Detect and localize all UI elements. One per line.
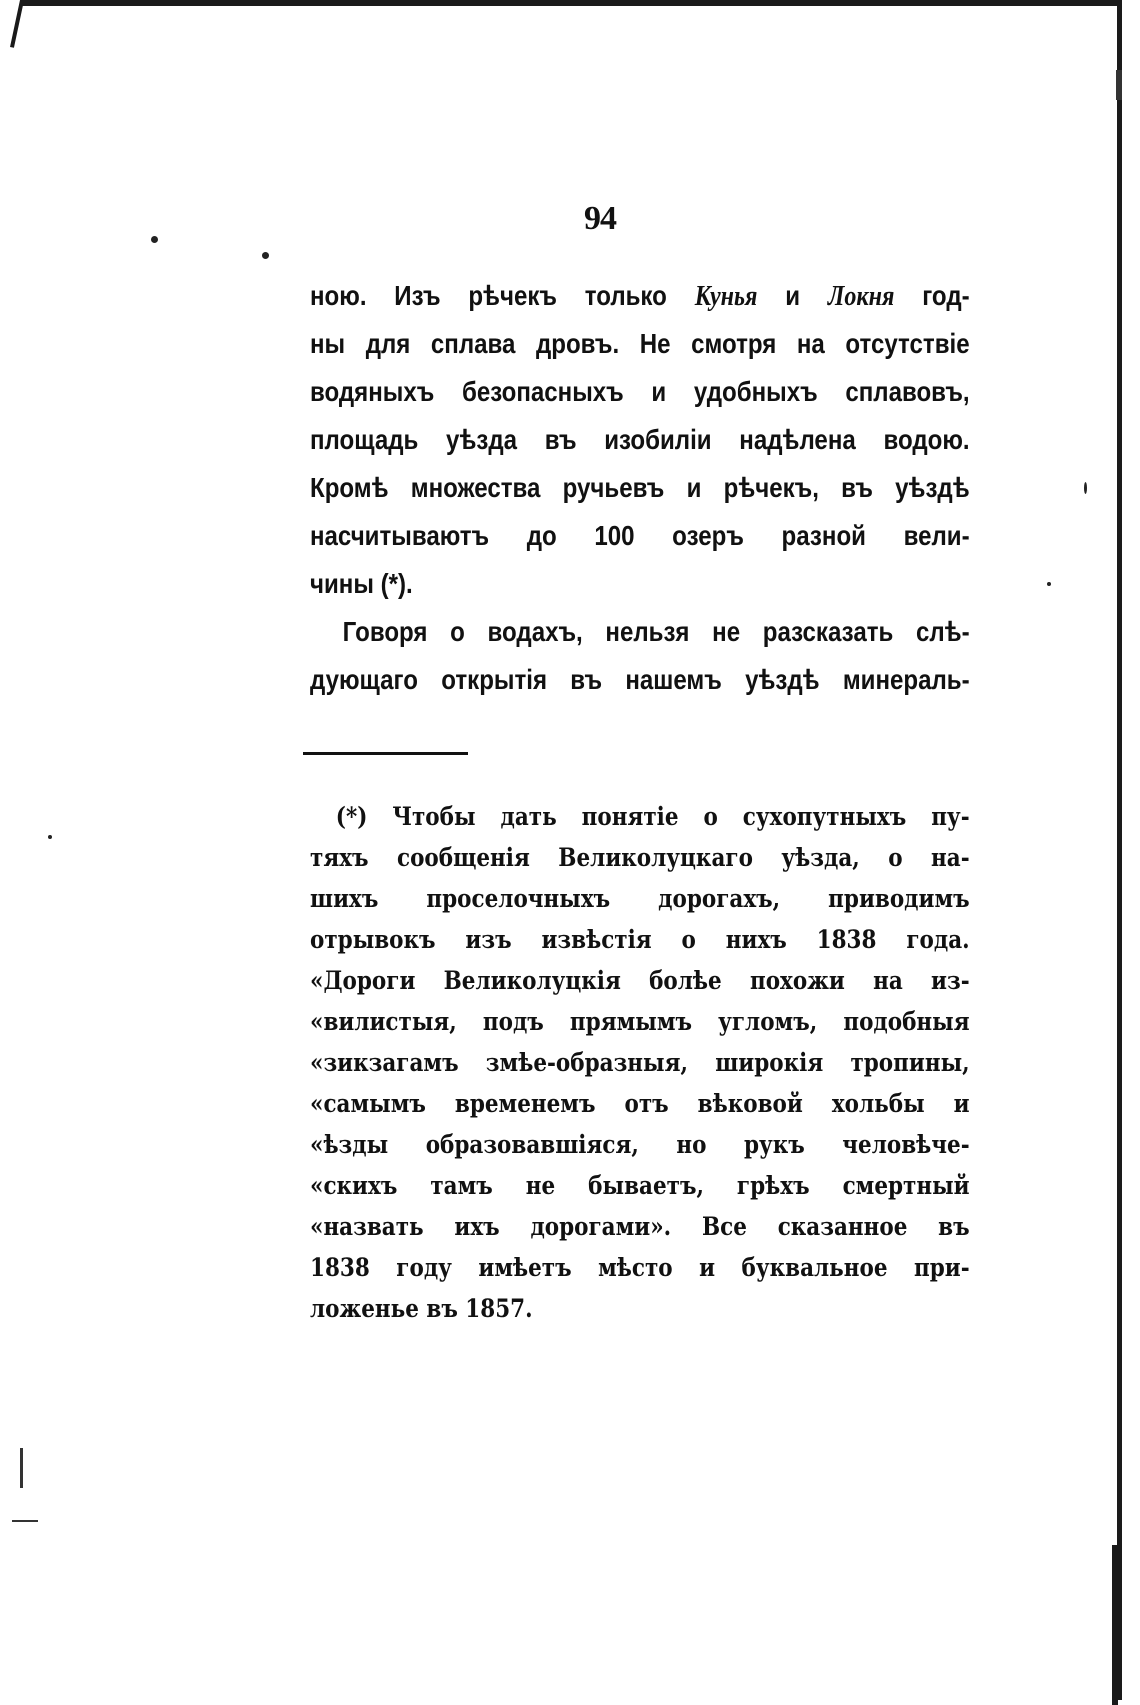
footnote-divider — [303, 752, 468, 755]
scan-speck — [151, 236, 158, 243]
scan-speck — [262, 252, 269, 259]
footnote-line: «самымъ временемъ отъ вѣковой хольбы и — [310, 1089, 970, 1118]
footnote-line: ложенье въ 1857. — [310, 1294, 533, 1323]
text-line — [310, 272, 970, 320]
text-span: год- — [894, 280, 970, 311]
scan-speck — [48, 835, 52, 839]
text-line: дующаго открытія въ нашемъ уѣздѣ минераль- — [310, 664, 970, 695]
footnote-line: «вилистыя, подъ прямымъ угломъ, подобныя — [310, 1007, 970, 1036]
footnote-line: отрывокъ изъ извѣстія о нихъ 1838 года. — [310, 925, 970, 954]
text-line: насчитываютъ до 100 озеръ разной вели- — [310, 520, 970, 551]
text-span: и — [757, 280, 828, 311]
text-span: ною. Изъ рѣчекъ только — [310, 280, 695, 311]
main-text-block — [310, 272, 970, 704]
scan-right-border-thick — [1112, 1545, 1118, 1705]
footnote-line: «зикзагамъ змѣе-образныя, широкія тропины, — [310, 1048, 970, 1077]
scan-mark — [12, 1520, 38, 1522]
footnote-line: шихъ проселочныхъ дорогахъ, приводимъ — [310, 884, 970, 913]
footnote-line: «ѣзды образовавшіяся, но рукъ человѣче- — [310, 1130, 970, 1159]
text-line: чины (*). — [310, 568, 413, 599]
river-name-italic: Локня — [827, 281, 895, 312]
footnote-line: «скихъ тамъ не бываетъ, грѣхъ смертный — [310, 1171, 970, 1200]
scan-mark — [1116, 70, 1122, 100]
text-line-paragraph-start: Говоря о водахъ, нельзя не разсказать слѣ- — [342, 616, 970, 647]
text-line: водяныхъ безопасныхъ и удобныхъ сплавовъ, — [310, 376, 970, 407]
footnote-block — [310, 796, 970, 1329]
text-line: Кромѣ множества ручьевъ и рѣчекъ, въ уѣздѣ — [310, 472, 970, 503]
text-line: ны для сплава дровъ. Не смотря на отсутствіе — [310, 328, 970, 359]
text-line: площадь уѣзда въ изобиліи надѣлена водою. — [310, 424, 970, 455]
scan-speck — [1084, 482, 1087, 494]
scan-top-border — [20, 0, 1120, 6]
scan-left-tick — [10, 0, 24, 48]
river-name-italic: Кунья — [694, 281, 758, 312]
scan-right-border — [1117, 0, 1122, 1700]
footnote-line: (*) Чтобы дать понятіе о сухопутныхъ пу- — [335, 802, 970, 831]
footnote-line: тяхъ сообщенія Великолуцкаго уѣзда, о на- — [310, 843, 970, 872]
scan-mark — [20, 1448, 23, 1488]
footnote-line: 1838 году имѣетъ мѣсто и буквальное при- — [310, 1253, 970, 1282]
footnote-line: «Дороги Великолуцкія болѣе похожи на из- — [310, 966, 970, 995]
page-number: 94 — [584, 200, 616, 237]
scan-speck — [1047, 582, 1051, 586]
footnote-line: «назвать ихъ дорогами». Все сказанное въ — [310, 1212, 970, 1241]
